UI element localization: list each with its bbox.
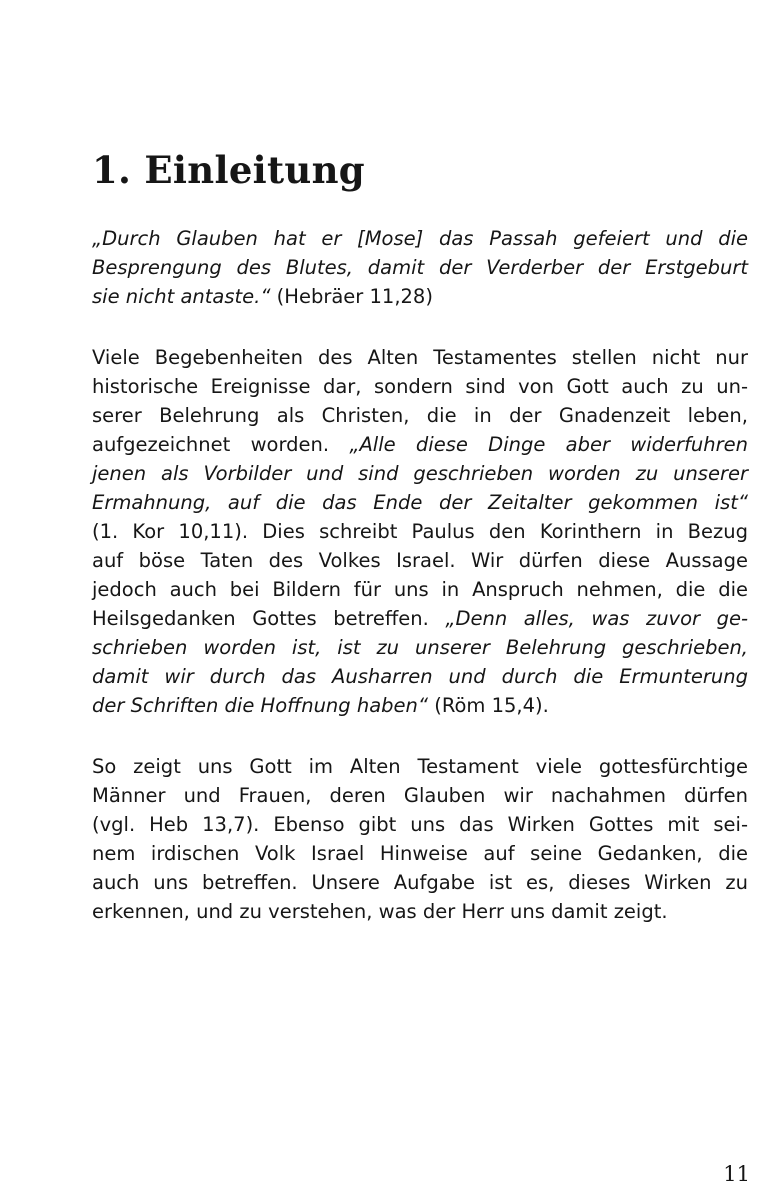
quote-reference: (Hebräer 11,28) [270, 285, 433, 308]
chapter-heading: 1. Einleitung [92, 148, 365, 192]
p1-line-7: (1. Kor 10,11). Dies schreibt Paulus den Korinthern in Bezug [92, 520, 748, 543]
p2-line-3: (vgl. Heb 13,7). Ebenso gibt uns das Wirken Gottes mit sei- [92, 813, 748, 836]
p1-line-10 [92, 605, 748, 632]
p2-line-5: auch uns betreffen. Unsere Aufgabe ist es, dieses Wirken zu [92, 871, 748, 894]
p1-line-13 [92, 692, 748, 719]
p1-line-9: jedoch auch bei Bildern für uns in Anspruch nehmen, die die [92, 578, 748, 601]
p1-line-5: jenen als Vorbilder und sind geschrieben worden zu unserer [92, 462, 748, 485]
p1-line-3: serer Belehrung als Christen, die in der Gnadenzeit leben, [92, 404, 748, 427]
p2-line-6: erkennen, und zu verstehen, was der Herr uns damit zeigt. [92, 900, 668, 923]
p1-line-4-text: aufgezeichnet worden. [92, 433, 350, 456]
p1-line-12: damit wir durch das Ausharren und durch die Ermunterung [92, 665, 748, 688]
p1-line-4-quote: „Alle diese Dinge aber widerfuhren [349, 433, 748, 456]
p1-line-1: Viele Begebenheiten des Alten Testamentes stellen nicht nur [92, 346, 748, 369]
p1-line-8: auf böse Taten des Volkes Israel. Wir dürfen diese Aussage [92, 549, 748, 572]
p1-line-6: Ermahnung, auf die das Ende der Zeitalter gekommen ist“ [92, 491, 748, 514]
p1-line-2: historische Ereignisse dar, sondern sind von Gott auch zu un- [92, 375, 748, 398]
p1-line-10-text: Heilsgedanken Gottes betreffen. [92, 607, 446, 630]
page-number: 11 [723, 1162, 750, 1186]
p1-line-11: schrieben worden ist, ist zu unserer Belehrung geschrieben, [92, 636, 748, 659]
quote-line-3 [92, 283, 748, 310]
p1-line-13-quote: der Schriften die Hoffnung haben“ [92, 694, 429, 717]
quote-line-1: „Durch Glauben hat er [Mose] das Passah gefeiert und die [92, 227, 748, 250]
p1-line-4 [92, 431, 748, 458]
p1-line-10-quote: „Denn alles, was zuvor ge- [445, 607, 748, 630]
p2-line-4: nem irdischen Volk Israel Hinweise auf seine Gedanken, die [92, 842, 748, 865]
quote-end-text: sie nicht antaste.“ [92, 285, 271, 308]
p2-line-1: So zeigt uns Gott im Alten Testament viele gottesfürchtige [92, 755, 748, 778]
p1-line-13-reference: (Röm 15,4). [428, 694, 549, 717]
p2-line-2: Männer und Frauen, deren Glauben wir nachahmen dürfen [92, 784, 748, 807]
quote-line-2: Besprengung des Blutes, damit der Verderber der Erstgeburt [92, 256, 748, 279]
